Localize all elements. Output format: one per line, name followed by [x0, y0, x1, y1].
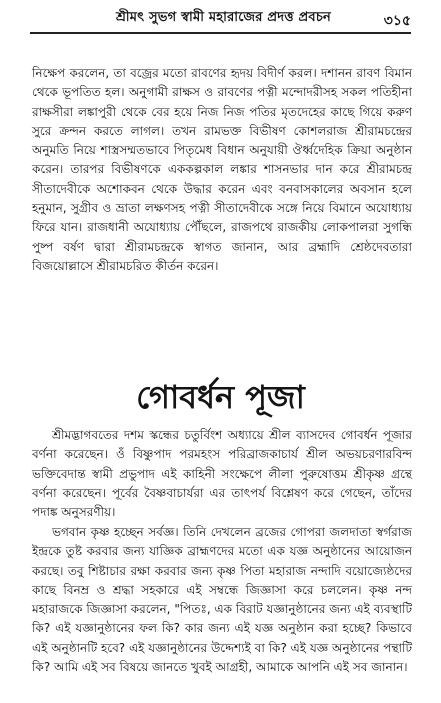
paragraph-govardhan-intro: শ্রীমদ্ভাগবতের দশম স্কন্ধের চতুর্বিংশ অধ্যায়ে শ্রীল ব্যাসদেব গোবর্ধন পূজার বর্ণনা করেছেন। ওঁ বিষ্ণুপাদ পরমহংস পরিব্রাজকাচার্য শ্রীল অভয়চরণারবিন্দ ভক্তিবেদান্ত স্বামী প্রভুপাদ এই কাহিনী সংক্ষেপে লীলা পুরুষোত্তম শ্রীকৃষ্ণ গ্রন্থে বর্ণনা করেছেন। পূর্বের বৈষ্ণবাচার্যরা এর তাৎপর্য বিশ্লেষণ করে গেছেন, তাঁদের পদাঙ্ক অনুসরণীয়।	[32, 428, 412, 520]
running-header	[36, 6, 411, 30]
header-rule	[30, 32, 411, 34]
running-title: শ্রীমৎ সুভগ স্বামী মহারাজের প্রদত্ত প্রবচন	[115, 9, 332, 25]
chapter-title: গোবর্ধন পূজা	[136, 378, 305, 416]
page-number: ৩১৫	[383, 13, 411, 29]
paragraph-krishna-inquiry: ভগবান কৃষ্ণ হচ্ছেন সর্বজ্ঞ। তিনি দেখলেন ব্রজের গোপরা জলদাতা স্বর্গরাজ ইন্দ্রকে তুষ্ট করবার জন্য যাজ্ঞিক ব্রাহ্মণদের মতো এক যজ্ঞ অনুষ্ঠানের আয়োজন করছে। তবু শিষ্টাচার রক্ষা করবার জন্য কৃষ্ণ পিতা মহারাজ নন্দাদি বয়োজ্যেষ্ঠদের কাছে বিনম্র ও শ্রদ্ধা সহকারে এই সম্বন্ধে জিজ্ঞাসা করে চললেন। কৃষ্ণ নন্দ মহারাজকে জিজ্ঞাসা করলেন, "পিতঃ, এক বিরাট যজ্ঞানুষ্ঠানের জন্য এই ব্যবস্থাটি কি? এই যজ্ঞানুষ্ঠানের ফল কি? কার জন্য এই যজ্ঞ অনুষ্ঠান করা হচ্ছে? কিভাবে এই অনুষ্ঠানটি হবে? এই যজ্ঞানুষ্ঠানের উদ্দেশ্যই বা কি? এই যজ্ঞ অনুষ্ঠানের পন্থাটি কি? আমি এই সব বিষয়ে জানতে খুবই আগ্রহী, আমাকে আপনি এই সব জানান।	[32, 525, 412, 675]
paragraph-ramayana-conclusion: নিক্ষেপ করলেন, তা বজ্রের মতো রাবণের হৃদয় বিদীর্ণ করল। দশানন রাবণ বিমান থেকে ভূপতিত হল। অনুগামী রাক্ষস ও রাবণের পত্নী মন্দোদরীসহ সকল পতিহীনা রাক্ষসীরা লঙ্কাপুরী থেকে বের হয়ে নিজ নিজ পতির মৃতদেহের কাছে গিয়ে করুণ সুরে ক্রন্দন করতে লাগল। তখন রামভক্ত বিভীষণ কোশলরাজ শ্রীরামচন্দ্রের অনুমতি নিয়ে শাস্ত্রসম্মতভাবে পিতৃমেধ বিধান অনুযায়ী ঔর্ধ্বদেহিক ক্রিয়া অনুষ্ঠান করেন। তারপর বিভীষণকে এককল্পকাল লঙ্কার শাসনভার দান করে শ্রীরামচন্দ্র সীতাদেবীকে অশোকবন থেকে উদ্ধার করেন এবং বনবাসকালের অবসান হলে হনুমান, সুগ্রীব ও ভ্রাতা লক্ষণসহ পত্নী সীতাদেবীকে সঙ্গে নিয়ে বিমানে অযোধ্যায় ফিরে যান। রাজধানী অযোধ্যায় পৌঁছলে, রাজপথে রাজকীয় লোকপালরা সুগন্ধি পুষ্প বর্ষণ দ্বারা শ্রীরামচন্দ্রকে স্বাগত জানান, আর ব্রহ্মাদি শ্রেষ্ঠদেবতারা বিজয়োল্লাসে শ্রীরামচরিত কীর্তন করেন।	[32, 66, 412, 273]
